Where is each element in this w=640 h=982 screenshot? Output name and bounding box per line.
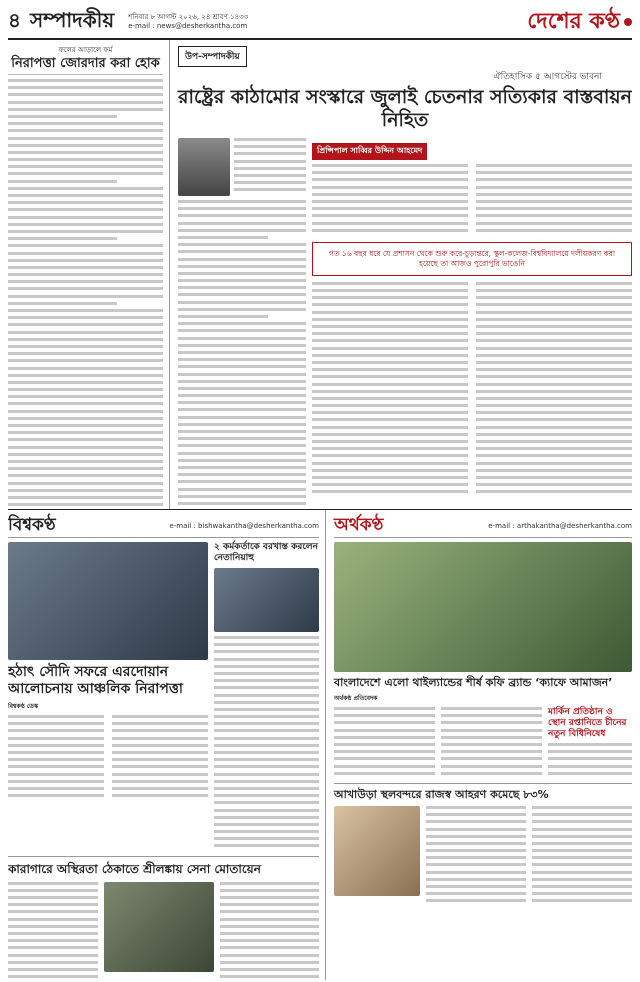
author-byline: প্রিন্সিপাল সাব্বির উদ্দিন আহমেদ [312, 143, 427, 160]
masthead [8, 6, 632, 40]
editorial-column [8, 40, 170, 509]
article-headline: রাষ্ট্রের কাঠামোর সংস্কারে জুলাই চেতনার সত্যিকার বাস্তবায়ন নিহিত [178, 86, 632, 131]
masthead-meta [128, 13, 248, 31]
erdogan-photo [8, 542, 208, 660]
page-number: ৪ [8, 7, 21, 32]
editorial-body [8, 79, 163, 509]
masthead-email: e-mail : news@desherkantha.com [128, 22, 248, 30]
brand-logo [527, 4, 632, 41]
article-column-1 [178, 138, 306, 509]
section-title: সম্পাদকীয় [30, 7, 115, 32]
editorial-headline: নিরাপত্তা জোরদার করা হোক [8, 56, 163, 75]
bishwakantha-email: e-mail : bishwakantha@desherkantha.com [169, 521, 319, 530]
article-label: উপ-সম্পাদকীয় [178, 46, 247, 67]
brand-dot-icon [624, 18, 632, 26]
bottom-section [8, 510, 632, 980]
netanyahu-headline: ২ কর্মকর্তাকে বরখাস্ত করলেন নেতানিয়াহু [214, 542, 319, 563]
arthakantha-email: e-mail : arthakantha@desherkantha.com [488, 521, 632, 530]
netanyahu-photo [214, 568, 319, 632]
revenue-headline: আখাউড়া স্থলবন্দরে রাজস্ব আহরণ কমেছে ৮৩% [334, 787, 549, 801]
bishwakantha-section [8, 510, 326, 980]
china-restrictions-headline: মার্কিন প্রতিষ্ঠান ও স্থোন রপ্তানিতে চীনের নতুন বিধিনিষেধ [548, 707, 627, 739]
cafe-amazon-photo [334, 542, 632, 672]
editorial-section [8, 40, 632, 510]
srilanka-headline: কারাগারে অস্থিরতা ঠেকাতে শ্রীলঙ্কায় সেনা মোতায়েন [8, 861, 261, 876]
article-kicker: ঐতিহাসিক ৫ আগস্টের ভাবনা [493, 72, 602, 82]
article-columns-right [312, 138, 632, 509]
erdogan-desk: বিশ্বকণ্ঠ ডেস্ক [8, 703, 39, 710]
arthakantha-title: অর্থকণ্ঠ [334, 514, 384, 535]
editorial-kicker: ফলের আড়ালে ফর্ম [58, 46, 113, 54]
bishwakantha-title: বিশ্বকণ্ঠ [8, 514, 56, 535]
arthakantha-section [326, 510, 632, 980]
port-photo [334, 806, 420, 896]
pull-quote: গত ১৬ বছর ধরে যে প্রশাসন থেকে শুরু করে-চুড়ান্তরে, স্কুল-কলেজ-বিশ্ববিদ্যালয়ে দলীয়করণ করা হয়েছে তা আজও পুরোপুরি ভাঙেনি [312, 242, 632, 276]
article-body [178, 138, 632, 509]
army-photo [104, 882, 214, 972]
cafe-amazon-desk: অর্থকণ্ঠ প্রতিবেদক [334, 695, 378, 702]
arthakantha-header [334, 514, 632, 538]
cafe-amazon-headline: বাংলাদেশে এলো থাইল্যান্ডের শীর্ষ কফি ব্র্যান্ড ‘ক্যাফে আমাজন’ [334, 676, 613, 689]
author-photo [178, 138, 230, 196]
bishwakantha-header [8, 514, 319, 538]
brand-name: দেশের কণ্ঠ [527, 8, 620, 34]
date-line: শনিবার ৮ আগস্ট ২০২৬, ২৪ শ্রাবণ ১৪৩৩ [128, 13, 249, 21]
main-article [170, 40, 632, 509]
erdogan-headline: হঠাৎ সৌদি সফরে এরদোয়ান আলোচনায় আঞ্চলিক নিরাপত্তা [8, 664, 183, 697]
